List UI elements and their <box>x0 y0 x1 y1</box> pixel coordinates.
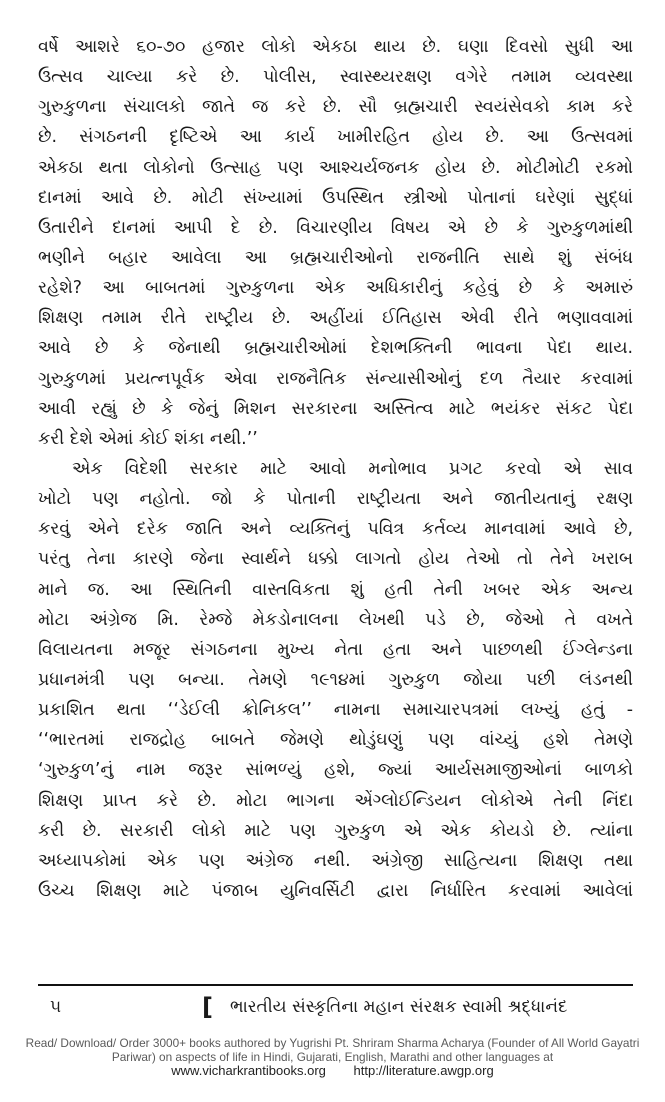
text-line: છે. સંગઠનની દૃષ્ટિએ આ કાર્ય ખામીરહિત હોય છે. આ ઉત્સવમાં <box>38 127 633 148</box>
text-line: ‘‘ભારતમાં રાજદ્રોહ બાબતે જેમણે થોડુંઘણું પણ વાંચ્યું હશે તેમણે <box>38 730 633 751</box>
text-line: માને જ. આ સ્થિતિની વાસ્તવિકતા શું હતી તેની ખબર એક અન્ય <box>38 579 633 600</box>
text-line: પ્રકાશિત થતા ‘‘ડેઈલી ક્રોનિકલ’’ નામના સમાચારપત્રમાં લખ્યું હતું - <box>38 700 633 721</box>
text-line: કરવું એને દરેક જાતિ અને વ્યક્તિનું પવિત્ર કર્તવ્ય માનવામાં આવે છે, <box>38 519 633 540</box>
book-title: ભારતીય સંસ્કૃતિના મહાન સંરક્ષક સ્વામી શ્રદ્ધાનંદ <box>230 997 568 1017</box>
text-line: ખોટો પણ નહોતો. જો કે પોતાની રાષ્ટ્રીયતા અને જાતીયતાનું રક્ષણ <box>38 489 633 510</box>
text-line: અધ્યાપકોમાં એક પણ અંગ્રેજ નથી. અંગ્રેજી સાહિત્યના શિક્ષણ તથા <box>38 850 633 871</box>
text-line: ગુરુકુળમાં પ્રયત્નપૂર્વક એવા રાજનૈતિક સંન્યાસીઓનું દળ તૈયાર કરવામાં <box>38 368 633 389</box>
publisher-links <box>0 1063 665 1078</box>
text-line: પરંતુ તેના કારણે જેના સ્વાર્થને ધક્કો લાગતો હોય તેઓ તો તેને ખરાબ <box>38 549 633 570</box>
link-literature-awgp[interactable]: http://literature.awgp.org <box>353 1063 494 1078</box>
paragraph-1 <box>38 32 633 454</box>
page-number: ૫ <box>50 997 62 1017</box>
text-line: ભણીને બહાર આવેલા આ બ્રહ્મચારીઓનો રાજનીતિ સાથે શું સંબંધ <box>38 247 633 268</box>
publisher-note: Read/ Download/ Order 3000+ books authored by Yugrishi Pt. Shriram Sharma Acharya (Founder of All World Gayatri Pariwar) on aspects of life in Hindi, Gujarati, English, Marathi and other languages at <box>25 1036 640 1064</box>
footer-bracket: [ <box>202 993 213 1021</box>
text-line: ‘ગુરુકુળ’નું નામ જરૂર સાંભળ્યું હશે, જ્યાં આર્યસમાજીઓનાં બાળકો <box>38 760 633 781</box>
text-line: શિક્ષણ પ્રાપ્ત કરે છે. મોટા ભાગના એંગ્લોઈન્ડિયન લોકોએ તેની નિંદા <box>38 790 633 811</box>
text-line: કરી દેશે એમાં કોઈ શંકા નથી.’’ <box>38 428 258 449</box>
text-line: શિક્ષણ તમામ રીતે રાષ્ટ્રીય છે. અહીંયાં ઈતિહાસ એવી રીતે ભણાવવામાં <box>38 308 633 329</box>
text-line: આવી રહ્યું છે કે જેનું મિશન સરકારના અસ્તિત્વ માટે ભયંકર સંકટ પેદા <box>38 398 633 419</box>
text-line: ઉતારીને દાનમાં આપી દે છે. વિચારણીય વિષય એ છે કે ગુરુકુળમાંથી <box>38 217 633 238</box>
text-line: એકઠા થતા લોકોનો ઉત્સાહ પણ આશ્ચર્યજનક હોય છે. મોટીમોટી રકમો <box>38 157 633 178</box>
text-line: ઉત્સવ ચાલ્યા કરે છે. પોલીસ, સ્વાસ્થ્યરક્ષણ વગેરે તમામ વ્યવસ્થા <box>38 67 633 88</box>
text-line: ગુરુકુળના સંચાલકો જાતે જ કરે છે. સૌ બ્રહ્મચારી સ્વયંસેવકો કામ કરે <box>38 97 633 118</box>
text-line: પ્રધાનમંત્રી પણ બન્યા. તેમણે ૧૯૧૪માં ગુરુકુળ જોયા પછી લંડનથી <box>38 669 633 690</box>
text-line: એક વિદેશી સરકાર માટે આવો મનોભાવ પ્રગટ કરવો એ સાવ <box>72 458 633 479</box>
text-line: વર્ષે આશરે ૬૦-૭૦ હજાર લોકો એકઠા થાય છે. ઘણા દિવસો સુધી આ <box>38 37 633 57</box>
link-vicharkrantibooks[interactable]: www.vicharkrantibooks.org <box>171 1063 326 1078</box>
text-line: વિલાયતના મજૂર સંગઠનના મુખ્ય નેતા હતા અને પાછળથી ઈંગ્લેન્ડના <box>38 639 633 660</box>
text-line: ઉચ્ચ શિક્ષણ માટે પંજાબ યુનિવર્સિટી દ્વારા નિર્ધારિત કરવામાં આવેલાં <box>38 880 633 901</box>
text-line: મોટા અંગ્રેજ મિ. રેમ્જે મેકડોનાલના લેખથી પડે છે, જેઓ તે વખતે <box>38 609 633 630</box>
page-body <box>38 32 633 906</box>
text-line: કરી છે. સરકારી લોકો માટે પણ ગુરુકુળ એ એક કોયડો છે. ત્યાંના <box>38 820 633 841</box>
page-footer <box>38 993 633 1023</box>
footer-divider <box>38 984 633 986</box>
text-line: દાનમાં આવે છે. મોટી સંખ્યામાં ઉપસ્થિત સ્ત્રીઓ પોતાનાં ઘરેણાં સુદ્ધાં <box>38 187 633 208</box>
text-line: આવે છે કે જેનાથી બ્રહ્મચારીઓમાં દેશભક્તિની ભાવના પેદા થાય. <box>38 338 633 359</box>
text-line: રહેશે? આ બાબતમાં ગુરુકુળના એક અધિકારીનું કહેવું છે કે અમારું <box>38 278 633 299</box>
paragraph-2 <box>38 454 633 906</box>
